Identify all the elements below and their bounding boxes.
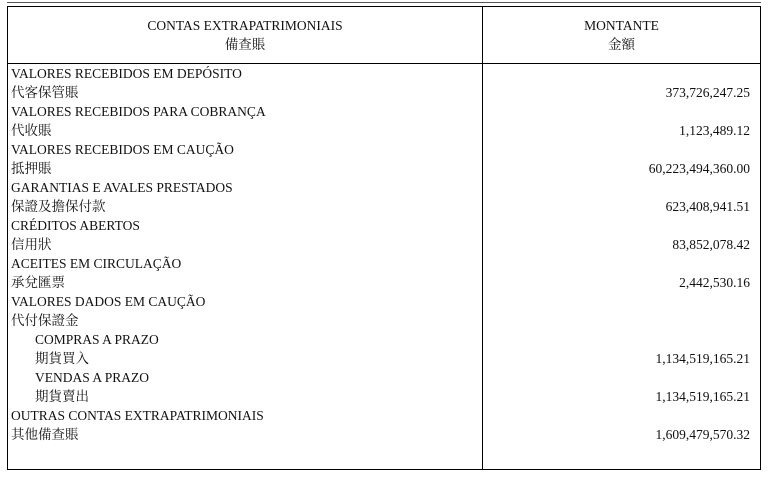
off-balance-sheet-table (7, 6, 761, 470)
row-label: 期貨賣出 (35, 389, 89, 404)
table-body (8, 64, 760, 444)
row-label: 代收賬 (11, 123, 52, 138)
table-row (8, 216, 760, 235)
header-accounts-title: CONTAS EXTRAPATRIMONIAIS (147, 18, 343, 33)
row-label: VALORES DADOS EM CAUÇÃO (11, 294, 206, 309)
row-label: OUTRAS CONTAS EXTRAPATRIMONIAIS (11, 408, 264, 423)
row-label: COMPRAS A PRAZO (35, 332, 159, 347)
row-label: VALORES RECEBIDOS EM CAUÇÃO (11, 142, 234, 157)
row-label: 保證及擔保付款 (11, 199, 106, 214)
table-row (8, 311, 760, 330)
row-amount: 1,134,519,165.21 (655, 351, 750, 366)
row-label: ACEITES EM CIRCULAÇÃO (11, 256, 182, 271)
row-label: VALORES RECEBIDOS PARA COBRANÇA (11, 104, 266, 119)
row-amount: 1,134,519,165.21 (655, 389, 750, 404)
table-row (8, 140, 760, 159)
header-accounts (8, 7, 482, 63)
table-row (8, 178, 760, 197)
table-row (8, 235, 760, 254)
table-row (8, 197, 760, 216)
table-row (8, 121, 760, 140)
table-row (8, 387, 760, 406)
row-amount: 60,223,494,360.00 (648, 161, 750, 176)
row-label: 抵押賬 (11, 161, 52, 176)
table-row (8, 406, 760, 425)
table-header (8, 7, 760, 64)
table-row (8, 368, 760, 387)
top-rule (7, 2, 761, 3)
table-row (8, 292, 760, 311)
header-amount-subtitle: 金額 (608, 37, 635, 52)
row-label: CRÉDITOS ABERTOS (11, 218, 140, 233)
row-amount: 1,609,479,570.32 (655, 427, 750, 442)
row-label: 信用狀 (11, 237, 52, 252)
row-label: 代客保管賬 (11, 85, 79, 100)
row-amount: 2,442,530.16 (679, 275, 750, 290)
table-row (8, 159, 760, 178)
row-label: 承兌匯票 (11, 275, 65, 290)
table-row (8, 83, 760, 102)
header-amount (483, 7, 760, 63)
row-label: VENDAS A PRAZO (35, 370, 150, 385)
table-row (8, 64, 760, 83)
table-row (8, 273, 760, 292)
header-amount-title: MONTANTE (584, 18, 659, 33)
row-amount: 1,123,489.12 (679, 123, 750, 138)
table-row (8, 102, 760, 121)
row-amount: 373,726,247.25 (665, 85, 750, 100)
table-row (8, 330, 760, 349)
table-row (8, 425, 760, 444)
row-label: 代付保證金 (11, 313, 79, 328)
row-label: VALORES RECEBIDOS EM DEPÓSITO (11, 66, 242, 81)
row-amount: 623,408,941.51 (665, 199, 750, 214)
row-label: 其他備查賬 (11, 427, 79, 442)
table-row (8, 349, 760, 368)
row-label: 期貨買入 (35, 351, 89, 366)
row-label: GARANTIAS E AVALES PRESTADOS (11, 180, 233, 195)
table-row (8, 254, 760, 273)
row-amount: 83,852,078.42 (672, 237, 750, 252)
header-accounts-subtitle: 備查賬 (224, 37, 266, 52)
